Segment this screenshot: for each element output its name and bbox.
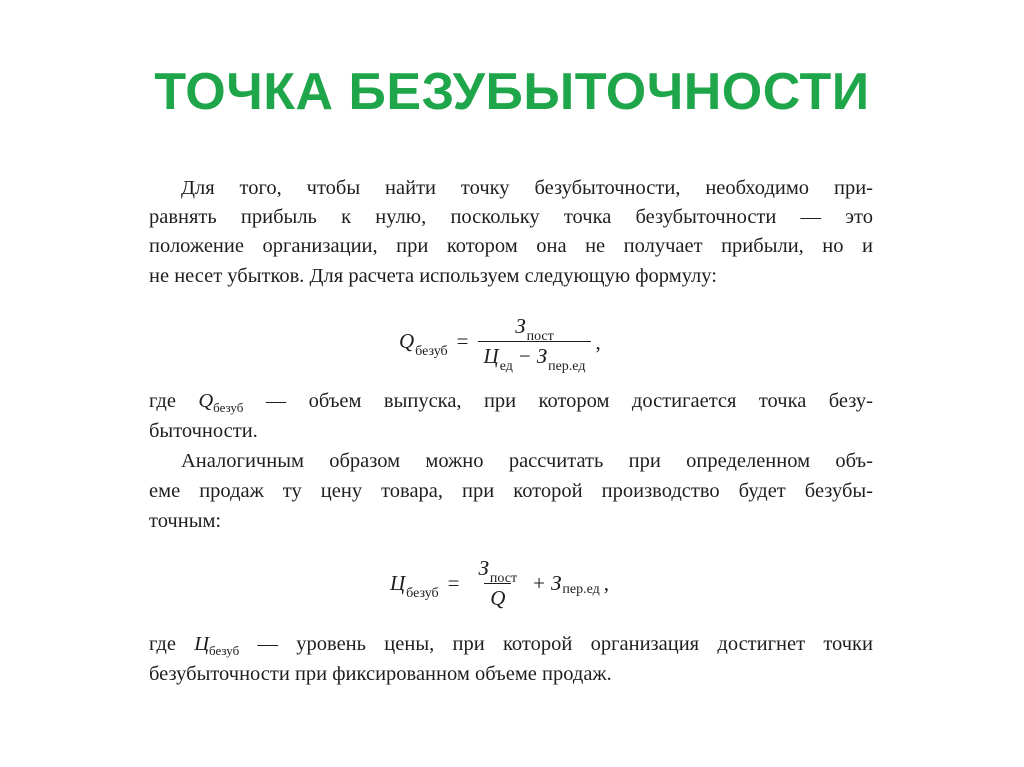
formula1-numerator bbox=[505, 313, 564, 344]
formula1-lhs-var: Q bbox=[399, 328, 415, 353]
formula1-den-sub1: ед bbox=[499, 358, 513, 374]
where2-prefix: где bbox=[149, 633, 195, 655]
formula1-denominator bbox=[478, 341, 592, 374]
formula2-lhs bbox=[390, 570, 439, 601]
where1-prefix: где bbox=[149, 390, 199, 412]
where1-line2: быточности. bbox=[149, 420, 258, 442]
formula2-denominator bbox=[484, 583, 511, 611]
formula-breakeven-volume bbox=[399, 305, 601, 377]
formula2-den-var: Q bbox=[490, 585, 506, 610]
formula2-lhs-sub: безуб bbox=[406, 585, 439, 601]
paragraph1-line3: положение организации, при котором она не получает прибыли, но и bbox=[149, 235, 873, 257]
paragraph1-line2: равнять прибыль к нулю, поскольку точка безубыточности — это bbox=[149, 206, 873, 228]
where2-line1 bbox=[149, 630, 873, 660]
formula1-minus: − bbox=[518, 343, 531, 368]
formula2-fraction bbox=[469, 556, 528, 611]
formula1-den-sub2: пер.ед bbox=[548, 358, 586, 374]
paragraph2-line3: точным: bbox=[149, 510, 222, 532]
formula1-fraction bbox=[478, 313, 592, 374]
formula2-add-var: З bbox=[550, 570, 562, 595]
formula1-lhs-sub: безуб bbox=[415, 343, 448, 359]
paragraph2-line1: Аналогичным образом можно рассчитать при определенном объ- bbox=[181, 450, 873, 472]
formula2-equals: = bbox=[447, 570, 460, 595]
where1-sub: безуб bbox=[213, 400, 244, 415]
formula2-num-var: З bbox=[478, 555, 489, 580]
slide-title: ТОЧКА БЕЗУБЫТОЧНОСТИ bbox=[154, 63, 870, 121]
paragraph2-line2: еме продаж ту цену товара, при которой производство будет безубы- bbox=[149, 480, 873, 502]
formula1-num-sub: пост bbox=[526, 328, 554, 344]
formula1-lhs bbox=[399, 328, 448, 359]
formula2-comma: , bbox=[603, 571, 609, 595]
where1-text: — объем выпуска, при котором достигается точка безу- bbox=[243, 390, 873, 412]
formula1-comma: , bbox=[595, 330, 601, 354]
formula2-plus: + bbox=[533, 570, 545, 595]
where1-line1 bbox=[149, 387, 873, 417]
formula1-den-var2: З bbox=[536, 343, 548, 368]
formula1-equals: = bbox=[456, 328, 469, 353]
where2-text: — уровень цены, при которой организация достигнет точки bbox=[239, 633, 873, 655]
formula2-add-sub: пер.ед bbox=[562, 582, 600, 597]
where2-var: Ц bbox=[194, 633, 210, 655]
where2-sub: безуб bbox=[209, 643, 240, 658]
formula1-num-var: З bbox=[515, 313, 526, 338]
paragraph1-line4: не несет убытков. Для расчета используем следующую формулу: bbox=[149, 265, 717, 287]
where2-line2: безубыточности при фиксированном объеме продаж. bbox=[149, 663, 612, 685]
paragraph1-line1: Для того, чтобы найти точку безубыточности, необходимо при- bbox=[181, 177, 873, 199]
formula2-num-sub: пост bbox=[489, 570, 518, 586]
formula1-den-var1: Ц bbox=[483, 343, 499, 368]
formula2-lhs-var: Ц bbox=[390, 570, 406, 595]
formula2-numerator bbox=[469, 555, 528, 586]
formula-breakeven-price bbox=[390, 548, 609, 618]
where1-var: Q bbox=[198, 390, 214, 412]
